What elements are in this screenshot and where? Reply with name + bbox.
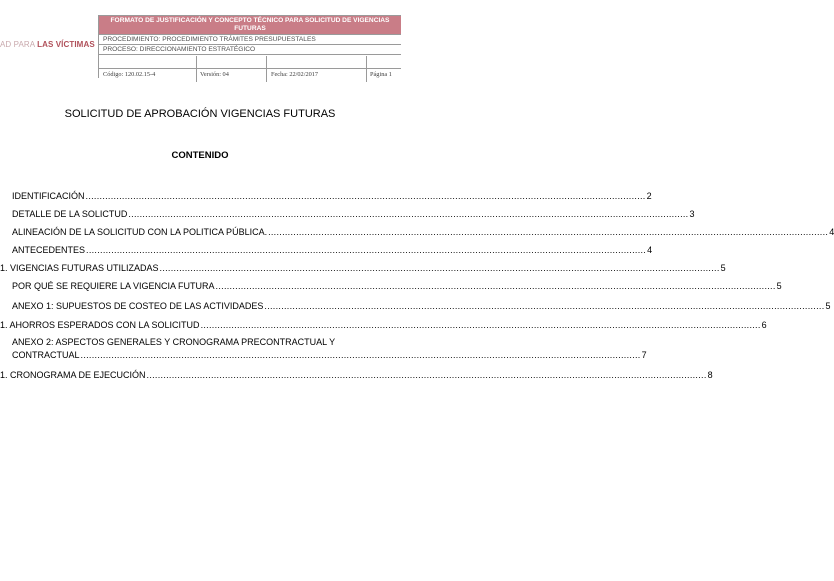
header-pagina: Página 1 <box>370 71 392 78</box>
toc-entry-page: 6 <box>761 320 767 330</box>
toc-leader: ........................................................................................................................................................................................................ <box>80 350 641 360</box>
header-fecha: Fecha: 22/02/2017 <box>271 71 319 78</box>
toc-leader: ........................................................................................................................................................................................................ <box>146 370 707 380</box>
header-divider <box>196 56 197 82</box>
document-header <box>98 15 401 78</box>
toc-leader: ........................................................................................................................................................................................................ <box>128 209 689 219</box>
header-divider <box>266 56 267 82</box>
toc-entry-label: IDENTIFICACIÓN <box>12 191 85 201</box>
toc-entry-page: 8 <box>707 370 713 380</box>
toc-entry[interactable] <box>12 300 831 313</box>
toc-leader: ........................................................................................................................................................................................................ <box>200 320 761 330</box>
contents-heading: CONTENIDO <box>171 150 229 161</box>
header-meta-row <box>99 69 401 82</box>
toc-leader: ........................................................................................................................................................................................................ <box>268 227 829 237</box>
toc-leader: ........................................................................................................................................................................................................ <box>86 245 647 255</box>
header-procedimiento: PROCEDIMIENTO: PROCEDIMIENTO TRÁMITES PRESUPUESTALES <box>99 35 401 45</box>
toc-leader: ........................................................................................................................................................................................................ <box>215 281 776 291</box>
toc-entry-label: 1. AHORROS ESPERADOS CON LA SOLICITUD <box>0 320 200 330</box>
toc-entry-label: DETALLE DE LA SOLICTUD <box>12 209 128 219</box>
toc-entry-label: ANTECEDENTES <box>12 245 86 255</box>
document-title: SOLICITUD DE APROBACIÓN VIGENCIAS FUTURAS <box>64 108 336 120</box>
toc-leader: ........................................................................................................................................................................................................ <box>159 263 720 273</box>
toc-entry-label-line1: ANEXO 2: ASPECTOS GENERALES Y CRONOGRAMA PRECONTRACTUAL Y <box>12 337 336 347</box>
toc-leader: ........................................................................................................................................................................................................ <box>264 301 825 311</box>
toc-entry[interactable] <box>12 280 782 293</box>
toc-entry-page: 5 <box>776 281 782 291</box>
toc-entry-label: 1. VIGENCIAS FUTURAS UTILIZADAS <box>0 263 159 273</box>
toc-entry-page: 3 <box>689 209 695 219</box>
toc-entry[interactable] <box>0 262 726 275</box>
toc-leader: ........................................................................................................................................................................................................ <box>85 191 646 201</box>
toc-entry-label: CONTRACTUAL <box>12 350 80 360</box>
toc-entry-label: POR QUÉ SE REQUIERE LA VIGENCIA FUTURA <box>12 281 215 291</box>
toc-entry-label: 1. CRONOGRAMA DE EJECUCIÓN <box>0 370 146 380</box>
toc-entry-page: 5 <box>720 263 726 273</box>
header-proceso: PROCESO: DIRECCIONAMIENTO ESTRATÉGICO <box>99 45 401 55</box>
toc-entry-page: 4 <box>829 227 834 237</box>
toc-entry-page: 5 <box>825 301 831 311</box>
toc-entry[interactable] <box>12 244 653 257</box>
toc-entry[interactable] <box>12 190 652 203</box>
logo-text-strong: LAS VÍCTIMAS <box>37 40 95 49</box>
logo-text-light: AD PARA <box>0 40 38 49</box>
toc-entry[interactable] <box>12 336 647 362</box>
header-codigo: Código: 120.02.15-4 <box>103 71 156 78</box>
toc-entry-label: ANEXO 1: SUPUESTOS DE COSTEO DE LAS ACTIVIDADES <box>12 301 264 311</box>
logo <box>0 40 96 49</box>
header-version: Versión: 04 <box>200 71 229 78</box>
toc-entry-label: ALINEACIÓN DE LA SOLICITUD CON LA POLITICA PÚBLICA. <box>12 227 268 237</box>
toc-entry-page: 2 <box>646 191 652 201</box>
toc-entry[interactable] <box>12 226 834 239</box>
toc-entry-page: 7 <box>641 350 647 360</box>
toc-entry[interactable] <box>0 369 713 382</box>
toc-entry[interactable] <box>0 319 767 332</box>
toc-entry[interactable] <box>12 208 695 221</box>
toc-entry-page: 4 <box>647 245 653 255</box>
header-divider <box>366 56 367 82</box>
header-spacer <box>99 55 401 69</box>
header-title: FORMATO DE JUSTIFICACIÓN Y CONCEPTO TÉCNICO PARA SOLICITUD DE VIGENCIAS FUTURAS <box>99 16 401 35</box>
